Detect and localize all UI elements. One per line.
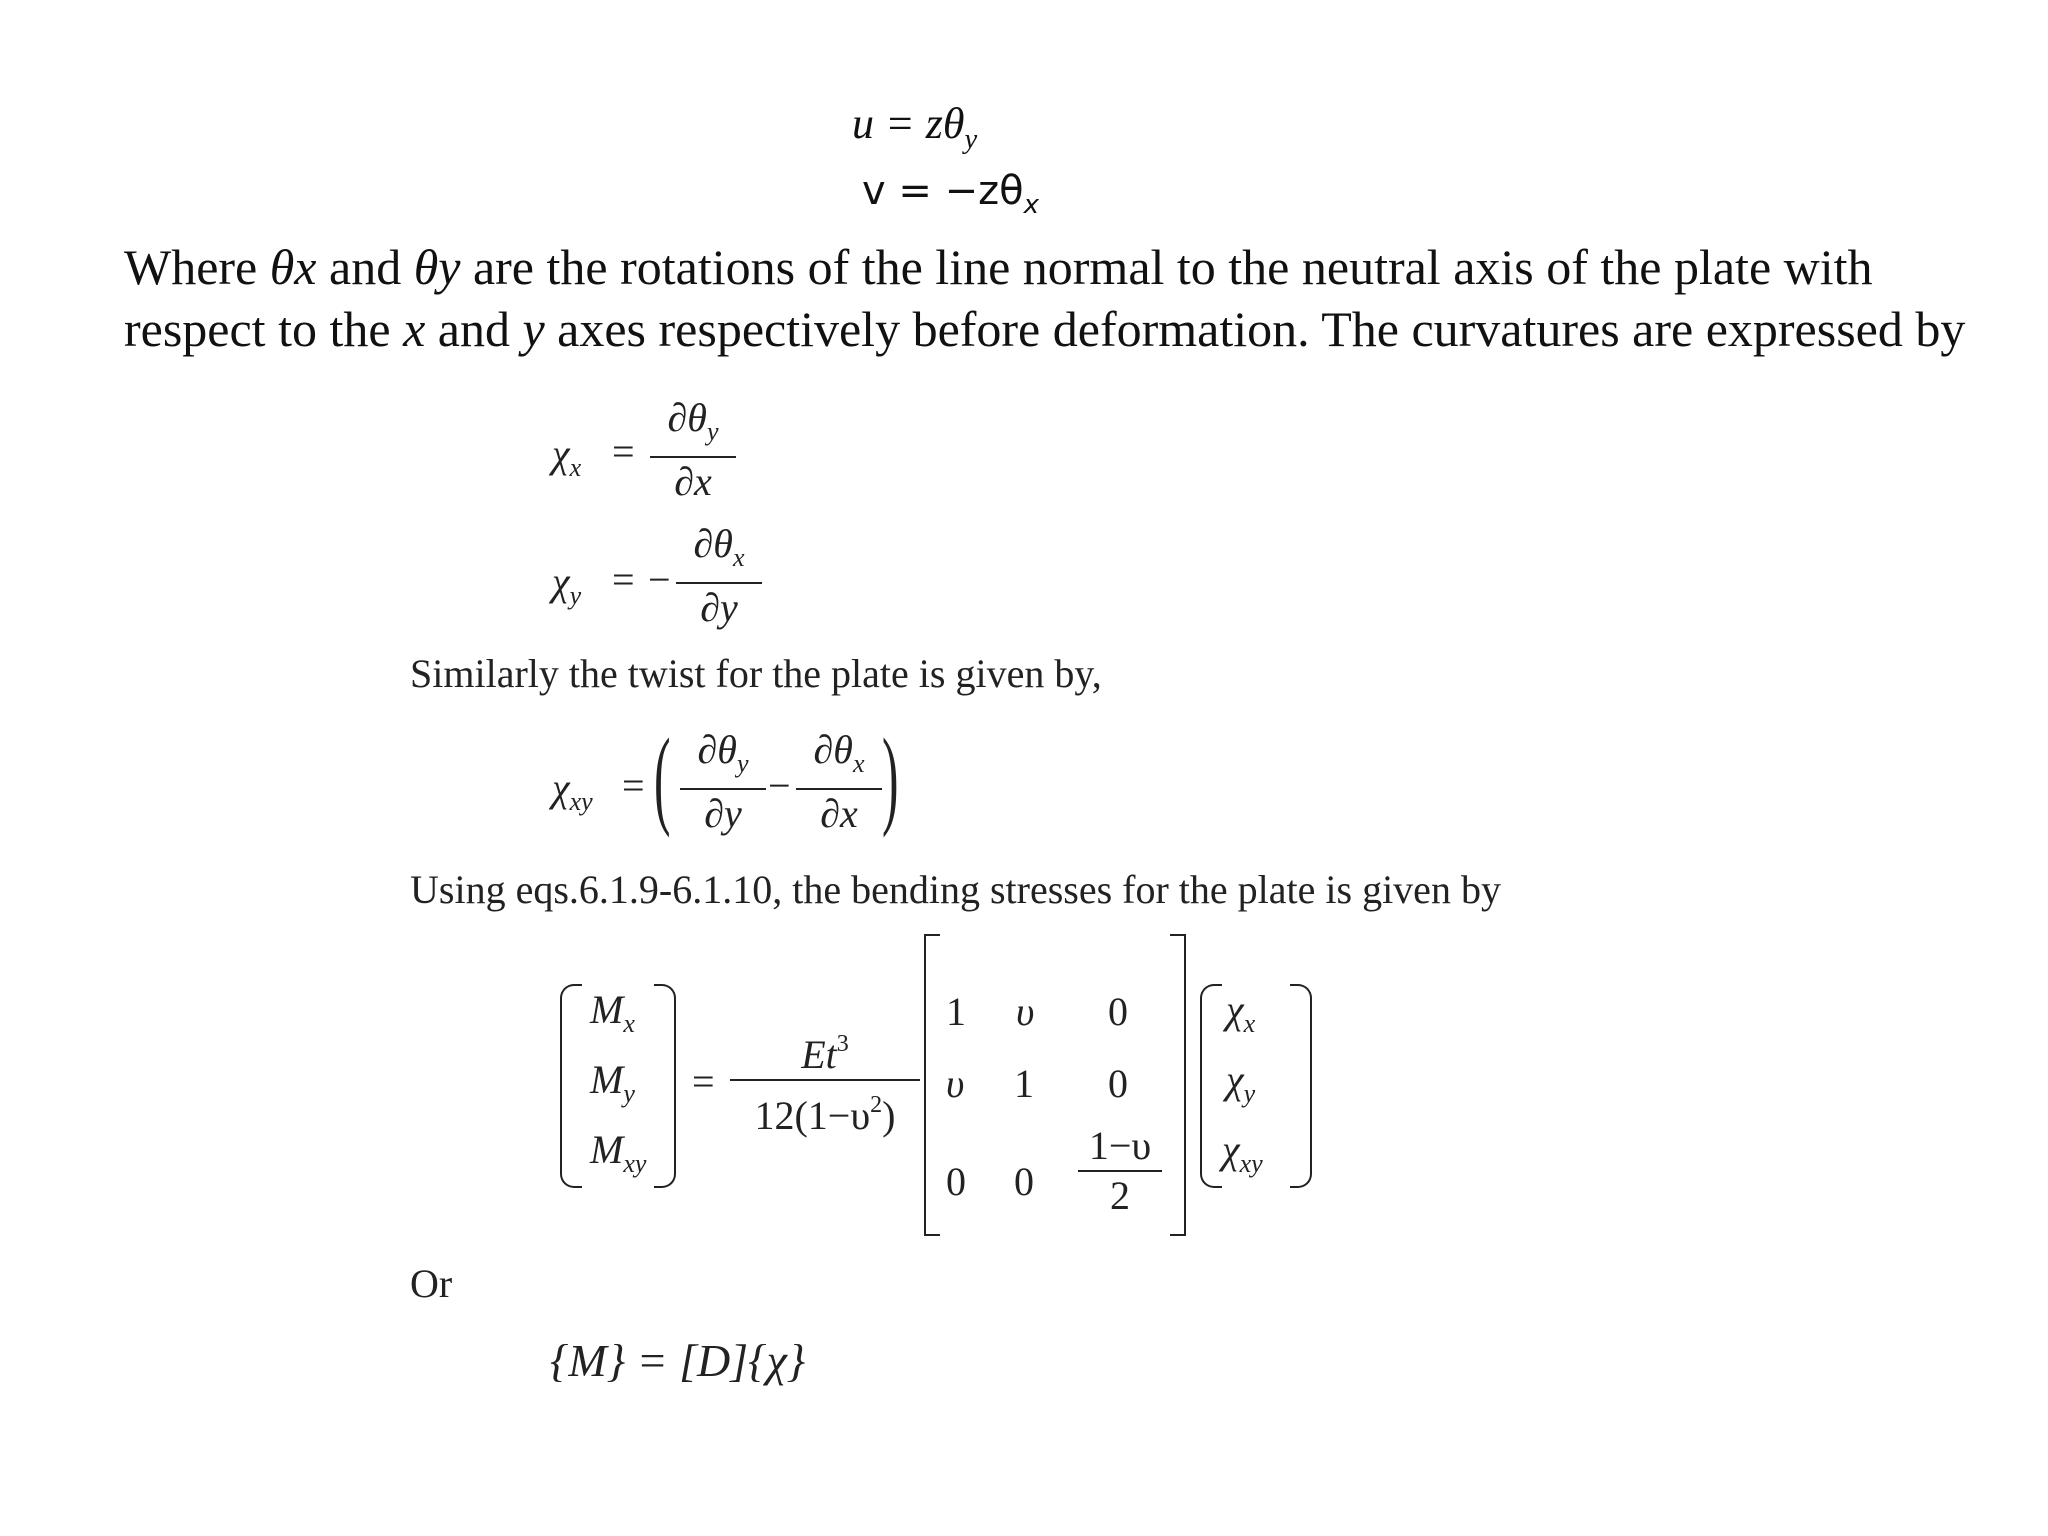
equals-sign: = (612, 429, 635, 474)
compact-equation: {M} = [D]{χ} (550, 1335, 806, 1386)
chi-x-vec: $\chi_x$ (1226, 987, 1256, 1039)
minus-sign: − (648, 557, 671, 602)
d-cell-11: 1 (946, 989, 966, 1034)
d-cell-22: 1 (1014, 1061, 1034, 1106)
m-xy: $M_{xy}$ (590, 1127, 647, 1179)
equation-u: $u = z\theta_y$ (852, 99, 978, 155)
left-brace-m (560, 984, 582, 1188)
right-paren: ) (882, 716, 899, 838)
d-cell-23: 0 (1108, 1061, 1128, 1106)
d-cell-31: 0 (946, 1159, 966, 1204)
bending-sentence: Using eqs.6.1.9-6.1.10, the bending stresses for the plate is given by (410, 867, 1501, 912)
fraction-dtheta-y-dy: $\partial\theta_y$ ∂y (680, 728, 766, 836)
d-cell-32: 0 (1014, 1159, 1034, 1204)
body-paragraph: Where θx and θy are the rotations of the line normal to the neutral axis of the plate with respect to the x and y axes respectively before deformation. The curvatures are expressed by (124, 239, 1966, 357)
d-cell-33: 1−υ 2 (1078, 1124, 1162, 1218)
chi-x-symbol: $\chi_x$ (552, 431, 582, 483)
left-brace-chi (1200, 984, 1222, 1188)
d-cell-12: υ (1016, 989, 1035, 1034)
m-y: $M_y$ (590, 1057, 635, 1109)
equals-sign: = (692, 1059, 715, 1104)
d-cell-13: 0 (1108, 989, 1128, 1034)
chi-y-symbol: $\chi_y$ (552, 559, 582, 611)
equals-sign: = (622, 763, 645, 808)
fraction-dtheta-y-dx: $\partial\theta_y$ ∂x (650, 396, 736, 504)
right-bracket-d (1170, 934, 1186, 1236)
left-bracket-d (924, 934, 940, 1236)
left-paren: ( (654, 716, 671, 838)
right-brace-m (654, 984, 676, 1188)
m-x: $M_x$ (590, 987, 635, 1039)
fraction-dtheta-x-dy: $\partial\theta_x$ ∂y (676, 522, 762, 630)
d-cell-21: υ (946, 1061, 965, 1106)
twist-sentence: Similarly the twist for the plate is given by, (410, 651, 1102, 696)
or-label: Or (410, 1261, 453, 1306)
fraction-dtheta-x-dx: $\partial\theta_x$ ∂x (796, 728, 882, 836)
chi-y-vec: $\chi_y$ (1226, 1057, 1256, 1109)
right-brace-chi (1290, 984, 1312, 1188)
minus-sign: − (768, 763, 791, 808)
coefficient-fraction: Et$^3$ $12(1-\upsilon^2)$ (730, 1022, 920, 1138)
equals-sign: = (612, 557, 635, 602)
chi-xy-vec: $\chi_{xy}$ (1222, 1127, 1263, 1179)
chi-xy-symbol: $\chi_{xy}$ (552, 765, 593, 817)
equation-v: $v = -z\theta_x$ (862, 168, 1039, 221)
